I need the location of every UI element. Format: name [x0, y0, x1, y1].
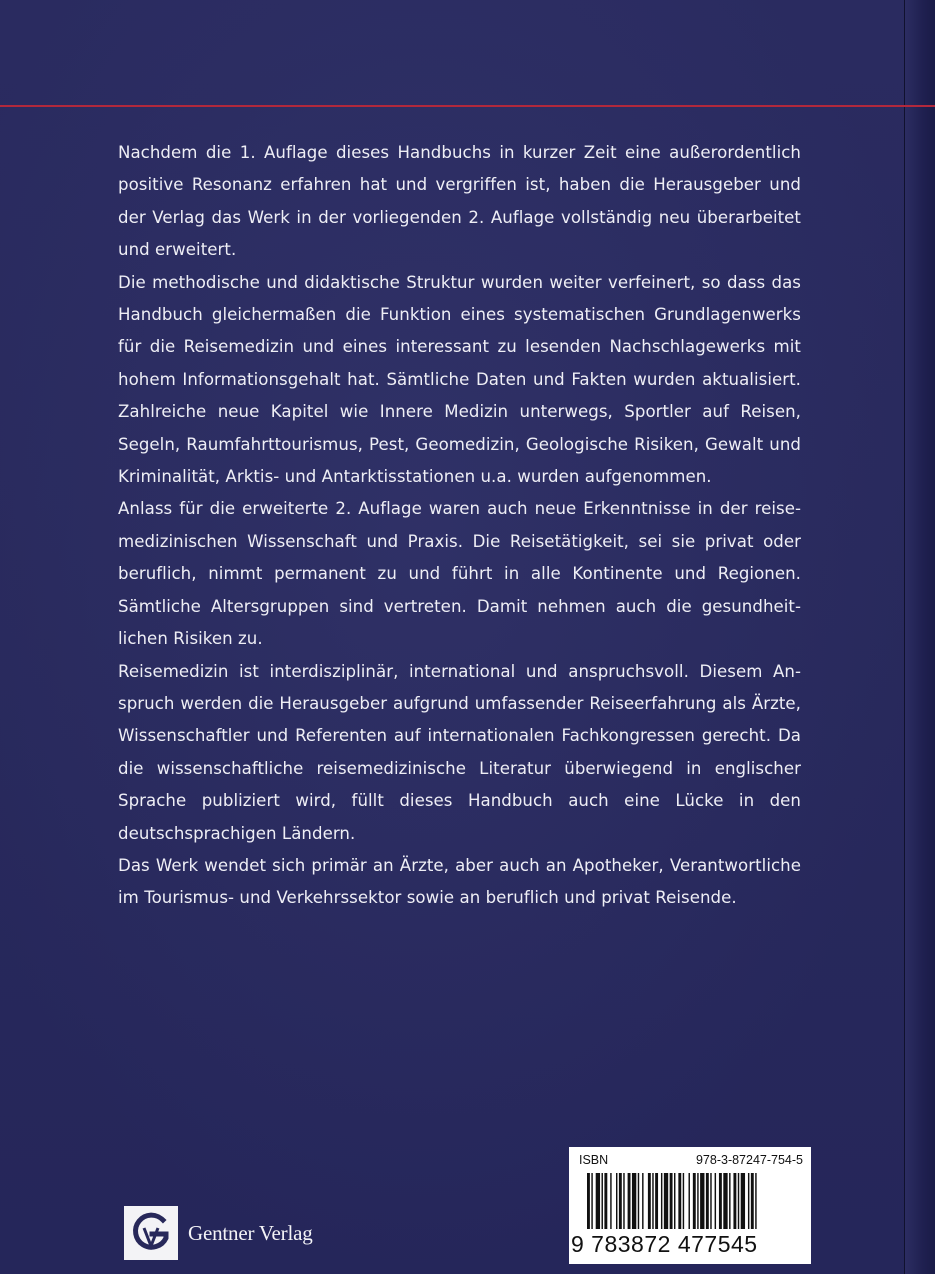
gv-monogram-icon	[124, 1206, 178, 1260]
blurb-paragraph-2: Die methodische und didaktische Struktur wurden weiter verfeinert, so dass das Handbuch gleichermaßen die Funktion eines systematischen Grundlagenwerks für die Reisemedizin und eines interessant zu lesenden Nachschlagewerks mit hohem Informationsgehalt hat. Sämtliche Daten und Fakten wurden aktualisiert. Zahlreiche neue Kapitel wie Innere Medizin unterwegs, Sportler auf Reisen, Segeln, Raumfahrttourismus, Pest, Geomedizin, Geologische Risiken, Gewalt und Kriminalität, Arktis- und Antarktisstationen u.a. wurden aufgenommen.	[118, 272, 801, 487]
blurb-paragraph-5: Das Werk wendet sich primär an Ärzte, aber auch an Apotheker, Verantwortliche im Tourismus- und Verkehrssektor sowie an beruflich und privat Reisende.	[118, 855, 801, 908]
isbn-barcode	[569, 1147, 811, 1264]
spine-edge	[904, 0, 935, 1274]
blurb-paragraph-4: Reisemedizin ist interdisziplinär, international und anspruchsvoll. Diesem Anspruch werden die Herausgeber aufgrund umfassender Reiseerfahrung als Ärzte, Wissenschaftler und Referenten auf internationalen Fachkongressen gerecht. Da die wissenschaftliche reisemedizinische Literatur überwiegend in englischer Sprache publiziert wird, füllt dieses Handbuch auch eine Lücke in den deutschsprachigen Ländern.	[118, 661, 801, 843]
barcode-digits: 9 783872 477545	[571, 1231, 758, 1257]
isbn-label: ISBN	[579, 1153, 609, 1167]
publisher-logo	[124, 1198, 313, 1268]
red-accent-rule	[0, 105, 935, 107]
blurb-paragraph-3: Anlass für die erweiterte 2. Auflage waren auch neue Erkenntnisse in der reisemedizinischen Wissenschaft und Praxis. Die Reisetätigkeit, sei sie privat oder beruflich, nimmt permanent zu und führt in alle Kontinente und Regionen. Sämtliche Altersgruppen sind vertreten. Damit nehmen auch die gesundheitlichen Risiken zu.	[118, 499, 801, 649]
publisher-name: Gentner Verlag	[188, 1220, 313, 1245]
blurb-text	[118, 137, 801, 915]
blurb-paragraph-1: Nachdem die 1. Auflage dieses Handbuchs in kurzer Zeit eine außerordentlich positive Resonanz erfahren hat und vergriffen ist, haben die Herausgeber und der Verlag das Werk in der vorliegenden 2. Auflage vollständig neu überarbeitet und erweitert.	[118, 143, 801, 260]
isbn-number: 978-3-87247-754-5	[695, 1153, 803, 1167]
